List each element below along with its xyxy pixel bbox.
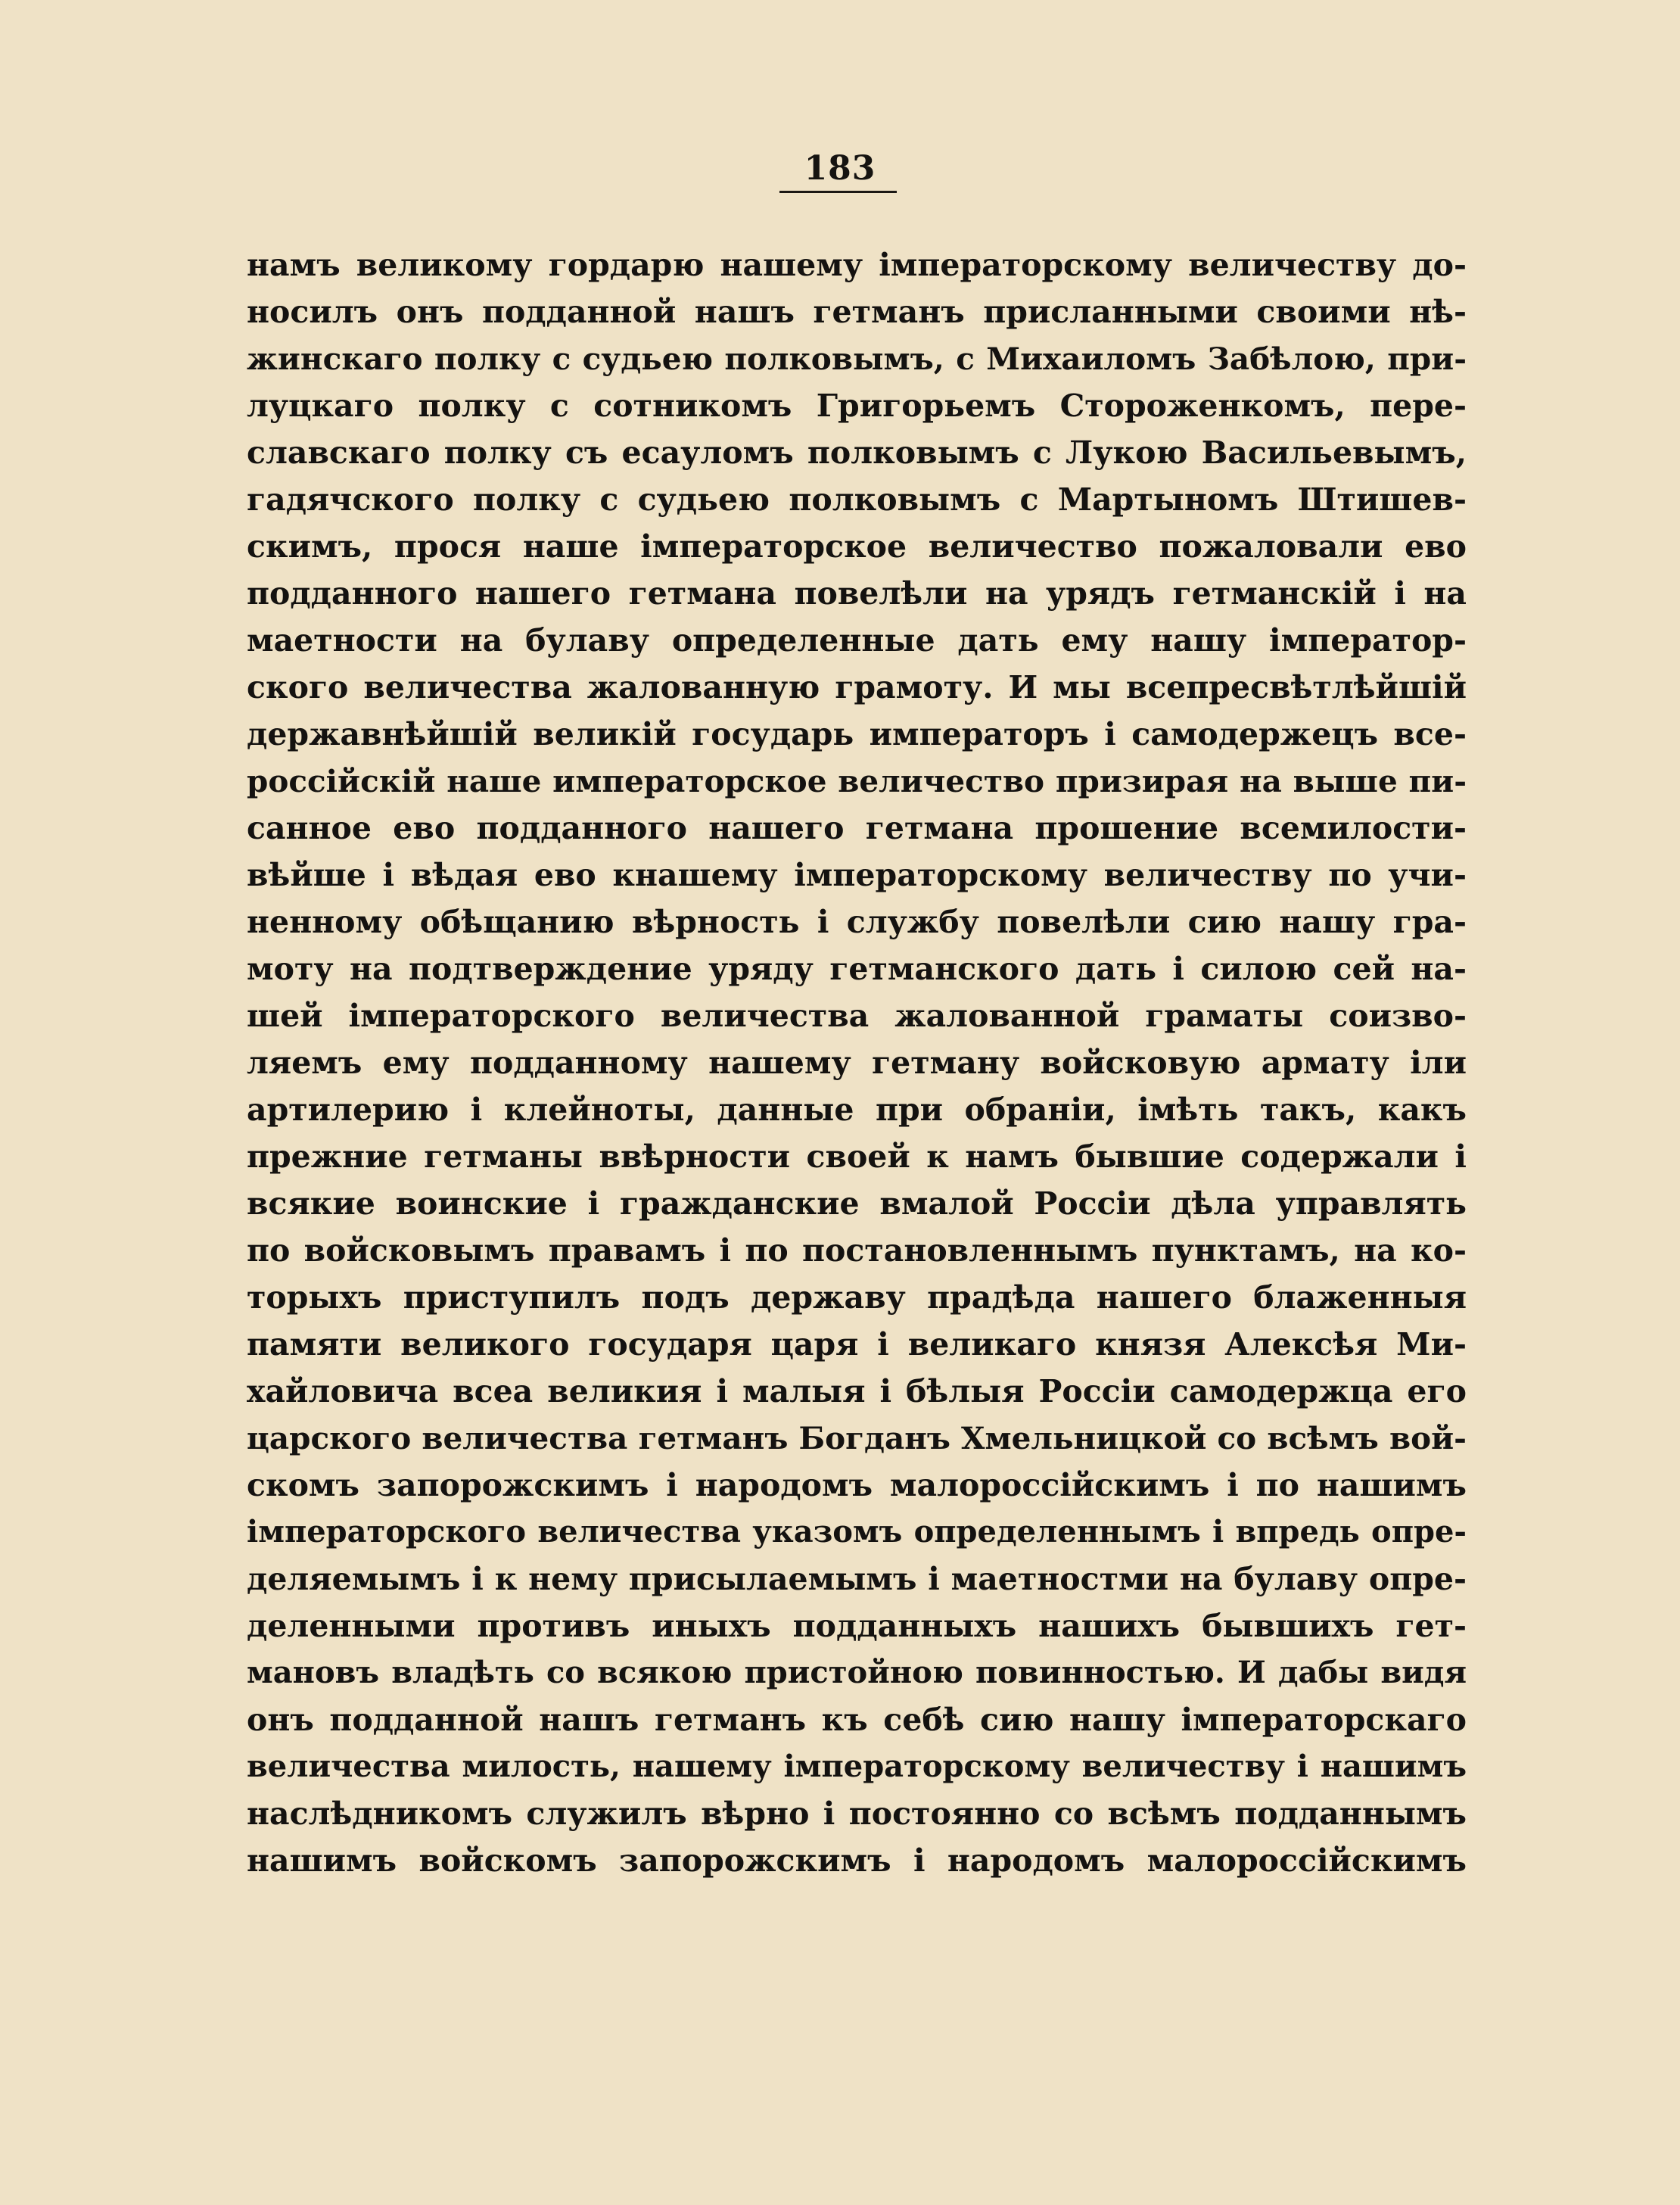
text-line: славскаго полку съ есауломъ полковымъ с Лукою Васильевымъ, <box>247 434 1467 471</box>
text-line: санное ево подданного нашего гетмана прошение всемилости- <box>247 810 1467 846</box>
text-line: подданного нашего гетмана повелѣли на урядъ гетманскій і на <box>247 575 1467 612</box>
text-line: прежние гетманы ввѣрности своей к намъ бывшие содержали і <box>247 1138 1467 1175</box>
text-line: вѣйше і вѣдая ево кнашему імператорскому величеству по учи- <box>247 857 1467 893</box>
text-line: деленными противъ иныхъ подданныхъ нашихъ бывшихъ гет- <box>247 1608 1467 1644</box>
text-line: величества милость, нашему імператорскому величеству і нашимъ <box>247 1749 1467 1784</box>
text-line: россійскій наше императорское величество призирая на выше пи- <box>247 763 1467 799</box>
text-line: шей імператорского величества жалованной граматы соизво- <box>247 998 1467 1034</box>
text-line: ляемъ ему подданному нашему гетману войсковую армату іли <box>247 1045 1467 1081</box>
text-line: ненному обѣщанию вѣрность і службу повелѣли сию нашу гра- <box>247 904 1467 940</box>
text-line: мановъ владѣть со всякою пристойною повинностью. И дабы видя <box>247 1655 1467 1690</box>
text-line: онъ подданной нашъ гетманъ къ себѣ сию нашу імператорскаго <box>247 1702 1467 1738</box>
text-line: деляемымъ і к нему присылаемымъ і маетностми на булаву опре- <box>247 1561 1467 1597</box>
text-line: носилъ онъ подданной нашъ гетманъ присланными своими нѣ- <box>247 294 1467 330</box>
page-number-rule <box>779 191 897 193</box>
page-number: 183 <box>804 149 876 188</box>
text-line: скомъ запорожскимъ і народомъ малороссійскимъ і по нашимъ <box>247 1467 1467 1503</box>
text-line: наслѣдникомъ служилъ вѣрно і постоянно со всѣмъ подданнымъ <box>247 1795 1467 1832</box>
text-line: скимъ, прося наше імператорское величество пожаловали ево <box>247 528 1467 565</box>
text-line: царского величества гетманъ Богданъ Хмельницкой со всѣмъ вой- <box>247 1420 1467 1456</box>
text-line: нашимъ войскомъ запорожскимъ і народомъ малороссійскимъ <box>247 1842 1467 1879</box>
text-line: торыхъ приступилъ подъ державу прадѣда нашего блаженныя <box>247 1279 1467 1316</box>
text-line: по войсковымъ правамъ і по постановленнымъ пунктамъ, на ко- <box>247 1232 1467 1269</box>
text-line: державнѣйшій великій государь императоръ і самодержецъ все- <box>247 716 1467 752</box>
text-line: всякие воинские і гражданские вмалой Россіи дѣла управлять <box>247 1185 1467 1222</box>
text-line: маетности на булаву определенные дать ему нашу імператор- <box>247 622 1467 659</box>
text-line: артилерию і клейноты, данные при обраніи, імѣть такъ, какъ <box>247 1092 1467 1128</box>
text-line: жинскаго полку с судьею полковымъ, с Михаиломъ Забѣлою, при- <box>247 341 1467 377</box>
text-line: гадячского полку с судьею полковымъ с Мартыномъ Штишев- <box>247 481 1467 518</box>
text-line: ского величества жалованную грамоту. И мы всепресвѣтлѣйшій <box>247 669 1467 705</box>
text-line: хайловича всеа великия і малыя і бѣлыя Россіи самодержца его <box>247 1373 1467 1409</box>
text-line: імператорского величества указомъ определеннымъ і впредь опре- <box>247 1514 1467 1549</box>
text-line: моту на подтверждение уряду гетманского дать і силою сей на- <box>247 951 1467 987</box>
body-text <box>247 241 1467 1884</box>
text-line: намъ великому гордарю нашему імператорскому величеству до- <box>247 247 1467 283</box>
text-line: памяти великого государя царя і великаго князя Алексѣя Ми- <box>247 1326 1467 1363</box>
text-line: луцкаго полку с сотникомъ Григорьемъ Стороженкомъ, пере- <box>247 388 1467 424</box>
